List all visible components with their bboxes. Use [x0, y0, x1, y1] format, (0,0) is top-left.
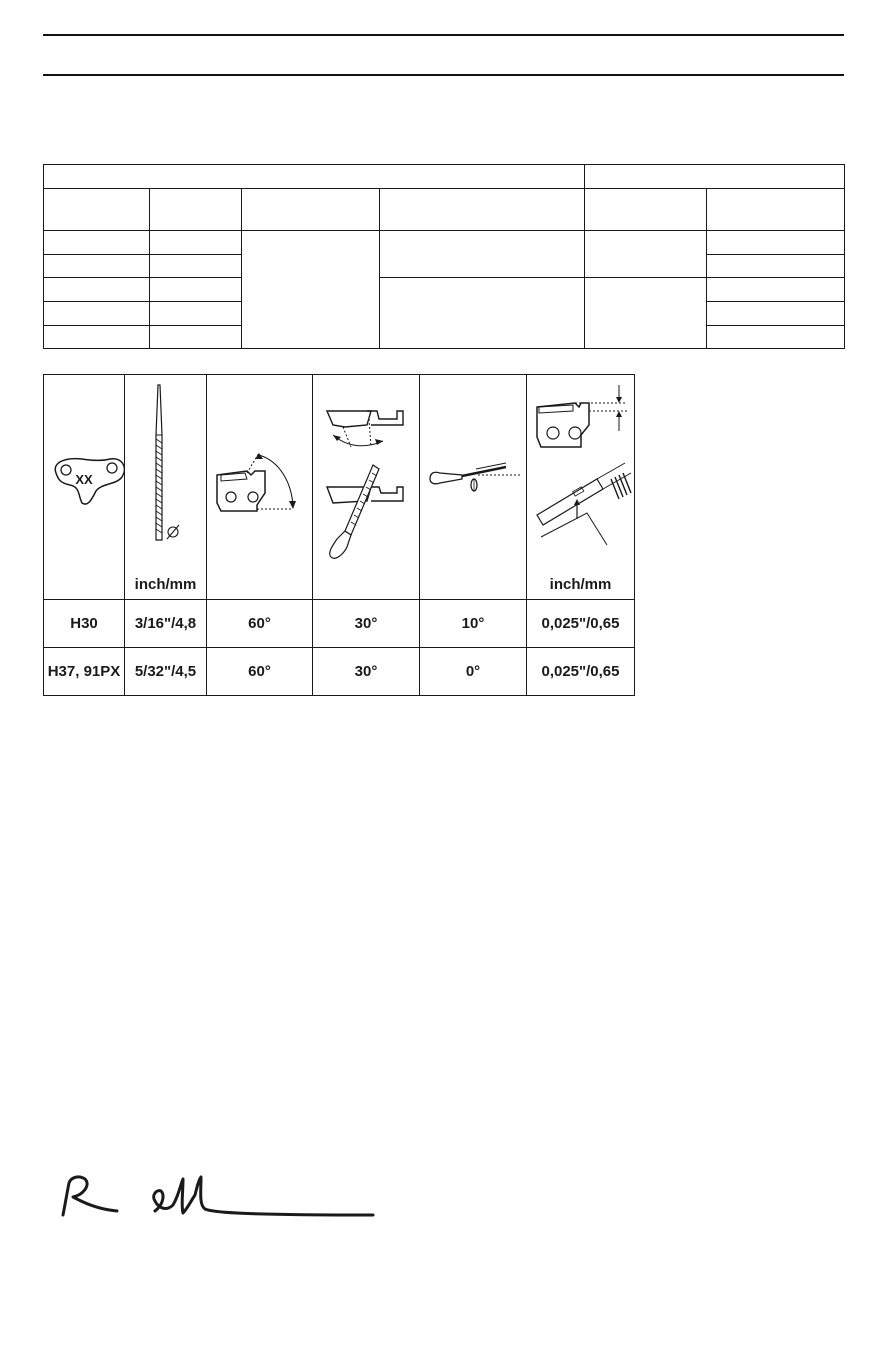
file-diameter-value: 3/16"/4,8	[125, 600, 207, 648]
spec-colhead-1	[44, 189, 150, 231]
spec-cell-merged	[585, 278, 707, 349]
spec-colhead-4	[380, 189, 585, 231]
spec-cell	[44, 278, 150, 302]
table-row	[44, 600, 635, 648]
spec-cell	[44, 231, 150, 255]
specification-table	[43, 164, 845, 349]
spec-cell	[707, 326, 845, 349]
file-holder-cell	[420, 375, 527, 600]
spec-cell-merged	[242, 231, 380, 349]
spec-cell	[150, 278, 242, 302]
spec-cell	[150, 255, 242, 278]
sharpening-table	[43, 374, 635, 696]
top-plate-angle-value: 60°	[207, 600, 313, 648]
chain-type: H37, 91PX	[44, 648, 125, 696]
spec-cell-merged	[585, 231, 707, 278]
spec-header-right	[585, 165, 845, 189]
spec-cell	[44, 326, 150, 349]
cutting-angle-value: 30°	[313, 648, 420, 696]
spec-cell	[44, 302, 150, 326]
table-row	[44, 648, 635, 696]
depth-gauge-value: 0,025"/0,65	[527, 648, 635, 696]
top-plate-angle-icon	[207, 375, 313, 599]
spec-header-left	[44, 165, 585, 189]
spec-cell-merged	[380, 278, 585, 349]
cutter-marking-cell	[44, 375, 125, 600]
spec-cell-merged	[380, 231, 585, 278]
file-diameter-value: 5/32"/4,5	[125, 648, 207, 696]
spec-cell	[707, 255, 845, 278]
spec-colhead-3	[242, 189, 380, 231]
spec-colhead-5	[585, 189, 707, 231]
spec-cell	[44, 255, 150, 278]
depth-gauge-icon	[527, 375, 635, 599]
depth-gauge-value: 0,025"/0,65	[527, 600, 635, 648]
cutting-angle-icon	[313, 375, 420, 599]
spec-colhead-2	[150, 189, 242, 231]
round-file-icon	[125, 375, 207, 599]
file-tilt-value: 10°	[420, 600, 527, 648]
top-rule	[43, 34, 844, 36]
file-diameter-cell	[125, 375, 207, 600]
depth-gauge-unit: inch/mm	[549, 576, 612, 593]
signature	[55, 1165, 385, 1225]
file-holder-icon	[420, 375, 527, 599]
file-tilt-value: 0°	[420, 648, 527, 696]
spec-cell	[707, 278, 845, 302]
chain-type: H30	[44, 600, 125, 648]
spec-cell	[707, 302, 845, 326]
spec-cell	[707, 231, 845, 255]
file-diameter-unit: inch/mm	[134, 576, 197, 593]
spec-colhead-6	[707, 189, 845, 231]
cutting-angle-value: 30°	[313, 600, 420, 648]
top-plate-angle-value: 60°	[207, 648, 313, 696]
cutter-marking-label: XX	[75, 472, 93, 487]
chain-cutter-marking-icon	[44, 375, 125, 599]
header-rule	[43, 74, 844, 76]
cutting-angle-cell	[313, 375, 420, 600]
spec-cell	[150, 302, 242, 326]
spec-cell	[150, 231, 242, 255]
spec-cell	[150, 326, 242, 349]
top-plate-angle-cell	[207, 375, 313, 600]
depth-gauge-cell	[527, 375, 635, 600]
